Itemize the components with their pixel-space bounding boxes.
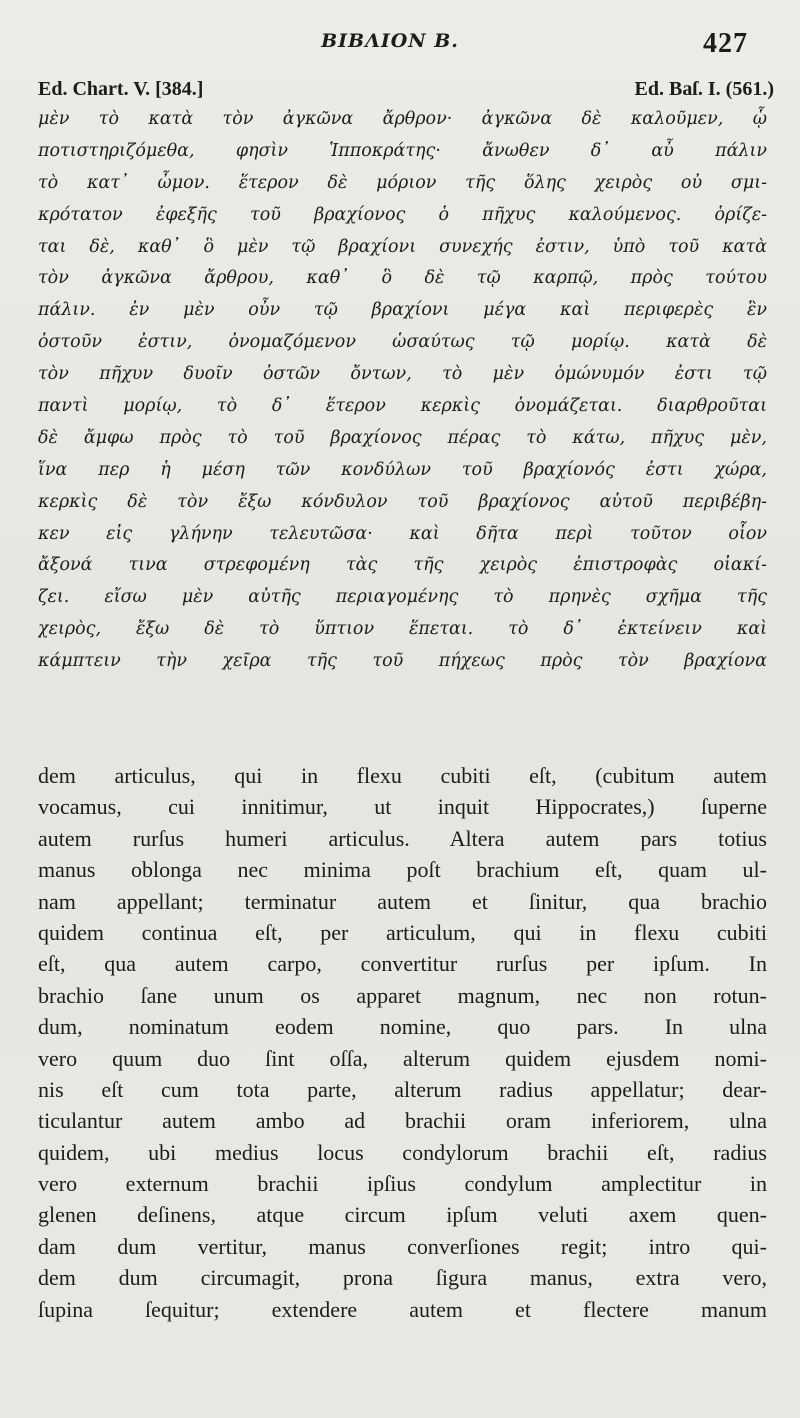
page-number: 427 bbox=[703, 28, 748, 59]
greek-text-line: χειρὸς, ἔξω δὲ τὸ ὕπτιον ἕπεται. τὸ δ᾽ ἐκτείνειν καὶ bbox=[38, 619, 767, 640]
greek-text-line: μὲν τὸ κατὰ τὸν ἀγκῶνα ἄρθρον· ἀγκῶνα δὲ καλοῦμεν, ᾧ bbox=[38, 109, 767, 129]
latin-text-line: ſupina ſequitur; extendere autem et flectere manum bbox=[38, 1296, 767, 1322]
edition-reference-left: Ed. Chart. V. [384.] bbox=[38, 78, 204, 100]
greek-text-block bbox=[38, 104, 767, 678]
latin-text-line: nis eſt cum tota parte, alterum radius appellatur; dear- bbox=[38, 1076, 767, 1102]
latin-text-block bbox=[38, 760, 767, 1325]
latin-text-line: dum, nominatum eodem nomine, quo pars. In ulna bbox=[38, 1014, 767, 1040]
latin-text-line: dem articulus, qui in flexu cubiti eſt, (cubitum autem bbox=[38, 763, 767, 788]
greek-text-line: ὀστοῦν ἐστιν, ὀνομαζόμενον ὡσαύτως τῷ μορίῳ. κατὰ δὲ bbox=[38, 332, 767, 353]
greek-text-line: τὸ κατ᾽ ὦμον. ἕτερον δὲ μόριον τῆς ὅλης χειρὸς οὐ σμι- bbox=[38, 172, 767, 193]
latin-text-line: manus oblonga nec minima poſt brachium eſt, quam ul- bbox=[38, 857, 767, 883]
latin-text-line: eſt, qua autem carpo, convertitur rurſus per ipſum. In bbox=[38, 951, 767, 977]
latin-text-line: vero quum duo ſint oſſa, alterum quidem ejusdem nomi- bbox=[38, 1045, 767, 1071]
greek-text-line: κεν εἰς γλήνην τελευτῶσα· καὶ δῆτα περὶ τοῦτον οἷον bbox=[38, 523, 767, 544]
greek-text-line: ποτιστηριζόμεθα, φησὶν Ἱπποκράτης· ἄνωθεν δ᾽ αὖ πάλιν bbox=[38, 140, 767, 161]
running-title: ΒΙΒΛΙΟΝ Β. bbox=[321, 30, 459, 52]
latin-text-line: nam appellant; terminatur autem et ſinitur, qua brachio bbox=[38, 888, 767, 914]
latin-text-line: quidem, ubi medius locus condylorum brachii eſt, radius bbox=[38, 1139, 767, 1165]
greek-text-line: ἄξονά τινα στρεφομένη τὰς τῆς χειρὸς ἐπιστροφὰς οἰακί- bbox=[38, 555, 767, 576]
greek-text-line: κρότατον ἐφεξῆς τοῦ βραχίονος ὁ πῆχυς καλούμενος. ὁρίζε- bbox=[38, 204, 767, 225]
latin-text-line: dem dum circumagit, prona ſigura manus, extra vero, bbox=[38, 1265, 767, 1291]
greek-text-line: ἵνα περ ἡ μέση τῶν κονδύλων τοῦ βραχίονός ἐστι χώρα, bbox=[38, 459, 767, 480]
edition-references bbox=[38, 78, 774, 101]
greek-text-line: πάλιν. ἐν μὲν οὖν τῷ βραχίονι μέγα καὶ περιφερὲς ἓν bbox=[38, 300, 767, 321]
greek-text-line: ζει. εἴσω μὲν αὐτῆς περιαγομένης τὸ πρηνὲς σχῆμα τῆς bbox=[38, 587, 767, 608]
greek-text-line: παντὶ μορίῳ, τὸ δ᾽ ἕτερον κερκὶς ὀνομάζεται. διαρθροῦται bbox=[38, 396, 767, 417]
latin-text-line: autem rurſus humeri articulus. Altera autem pars totius bbox=[38, 825, 767, 851]
latin-text-line: vocamus, cui innitimur, ut inquit Hippocrates,) ſuperne bbox=[38, 794, 767, 820]
greek-text-line: τὸν ἀγκῶνα ἄρθρου, καθ᾽ ὃ δὲ τῷ καρπῷ, πρὸς τούτου bbox=[38, 268, 767, 289]
greek-text-line: δὲ ἄμφω πρὸς τὸ τοῦ βραχίονος πέρας τὸ κάτω, πῆχυς μὲν, bbox=[38, 427, 767, 448]
latin-text-line: vero externum brachii ipſius condylum amplectitur in bbox=[38, 1171, 767, 1197]
latin-text-line: ticulantur autem ambo ad brachii oram inferiorem, ulna bbox=[38, 1108, 767, 1134]
greek-text-line: ται δὲ, καθ᾽ ὃ μὲν τῷ βραχίονι συνεχής ἐστιν, ὑπὸ τοῦ κατὰ bbox=[38, 236, 767, 257]
latin-text-line: glenen deſinens, atque circum ipſum veluti axem quen- bbox=[38, 1202, 767, 1228]
latin-text-line: dam dum vertitur, manus converſiones regit; intro qui- bbox=[38, 1233, 767, 1259]
edition-reference-right: Ed. Baſ. I. (561.) bbox=[634, 78, 774, 100]
greek-text-line: κάμπτειν τὴν χεῖρα τῆς τοῦ πήχεως πρὸς τὸν βραχίονα bbox=[38, 651, 767, 672]
greek-text-line: τὸν πῆχυν δυοῖν ὀστῶν ὄντων, τὸ μὲν ὁμώνυμόν ἐστι τῷ bbox=[38, 364, 767, 385]
greek-text-line: κερκὶς δὲ τὸν ἔξω κόνδυλον τοῦ βραχίονος αὐτοῦ περιβέβη- bbox=[38, 491, 767, 512]
latin-text-line: brachio ſane unum os apparet magnum, nec non rotun- bbox=[38, 982, 767, 1008]
latin-text-line: quidem continua eſt, per articulum, qui in flexu cubiti bbox=[38, 919, 767, 945]
